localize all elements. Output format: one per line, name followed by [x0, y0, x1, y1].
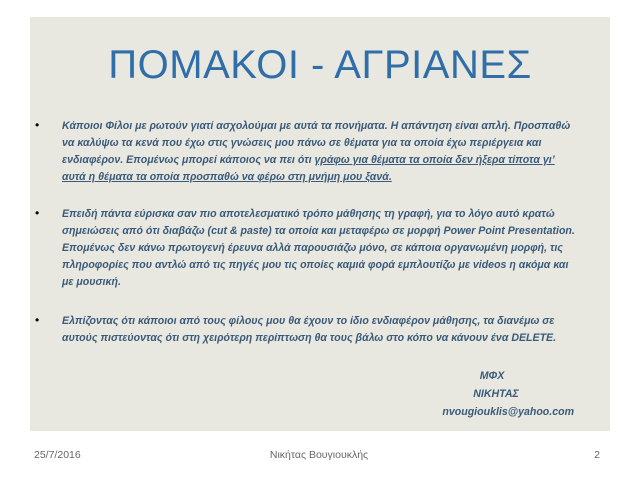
text-line: σημειώσεις από ότι διαβάζω (cut & paste) τα οποία και μεταφέρω σε μορφή Power Point Presentation.: [62, 225, 575, 237]
bullet-text-1: [62, 118, 604, 186]
title-band: [30, 17, 610, 114]
slide-title: ΠΟΜΑΚΟΙ - ΑΓΡΙΑΝΕΣ: [108, 43, 532, 87]
text-segment: ενδιαφέρον. Επομένως μπορεί κάποιος να πει ότι: [62, 154, 315, 166]
underlined-text: γράφω για θέματα τα οποία δεν ήξερα τίποτα γι’: [314, 154, 555, 166]
footer-author: Νικήτας Βουγιουκλής: [269, 449, 369, 461]
text-line: πληροφορίες που αντλώ από τις πηγές μου τις οποίες καμιά φορά εμπλουτίζω με videos η ακόμα και: [62, 259, 569, 271]
text-line: να καλύψω τα κενά που έχω στις γνώσεις μου πάνω σε θέματα για τα οποία έχω περιέργεια και: [62, 137, 542, 149]
footer-page-number: 2: [594, 449, 600, 461]
text-line: Κάποιοι Φίλοι με ρωτούν γιατί ασχολούμαι με αυτά τα πονήματα. Η απάντηση είναι απλή. Προσπαθώ: [62, 120, 571, 132]
text-line: με μουσική.: [62, 276, 121, 288]
bullet-icon: •: [35, 313, 40, 327]
signature-line-1: ΜΦΧ: [479, 370, 505, 382]
underlined-text-line: αυτά η θέματα τα οποία προσπαθώ να φέρω στη μνήμη μου ξανά.: [62, 171, 392, 183]
text-line: Επειδή πάντα εύρισκα σαν πιο αποτελεσματικό τρόπο μάθησης τη γραφή, για το λόγο αυτό κρατώ: [62, 208, 555, 220]
footer-date: 25/7/2016: [34, 449, 81, 461]
bullet-text-3: [62, 313, 604, 347]
text-line: αυτούς πιστεύοντας ότι στη χειρότερη περίπτωση θα τους βάλω στο κόπο να κάνουν ένα DELETE.: [62, 332, 557, 344]
content-band: [30, 114, 610, 431]
text-line: [62, 152, 604, 169]
bullet-icon: •: [35, 118, 40, 132]
signature-line-2: ΝΙΚΗΤΑΣ: [473, 388, 519, 400]
bullet-text-2: [62, 206, 604, 291]
bullet-icon: •: [35, 206, 40, 220]
text-line: Επομένως δεν κάνω πρωτογενή έρευνα αλλά παρουσιάζω μόνο, σε κάποια οργανωμένη μορφή, τις: [62, 242, 563, 254]
signature-email: nvougiouklis@yahoo.com: [442, 406, 574, 418]
text-line: Ελπίζοντας ότι κάποιοι από τους φίλους μου θα έχουν το ίδιο ενδιαφέρον μάθησης, τα διανέμω σε: [62, 315, 555, 327]
